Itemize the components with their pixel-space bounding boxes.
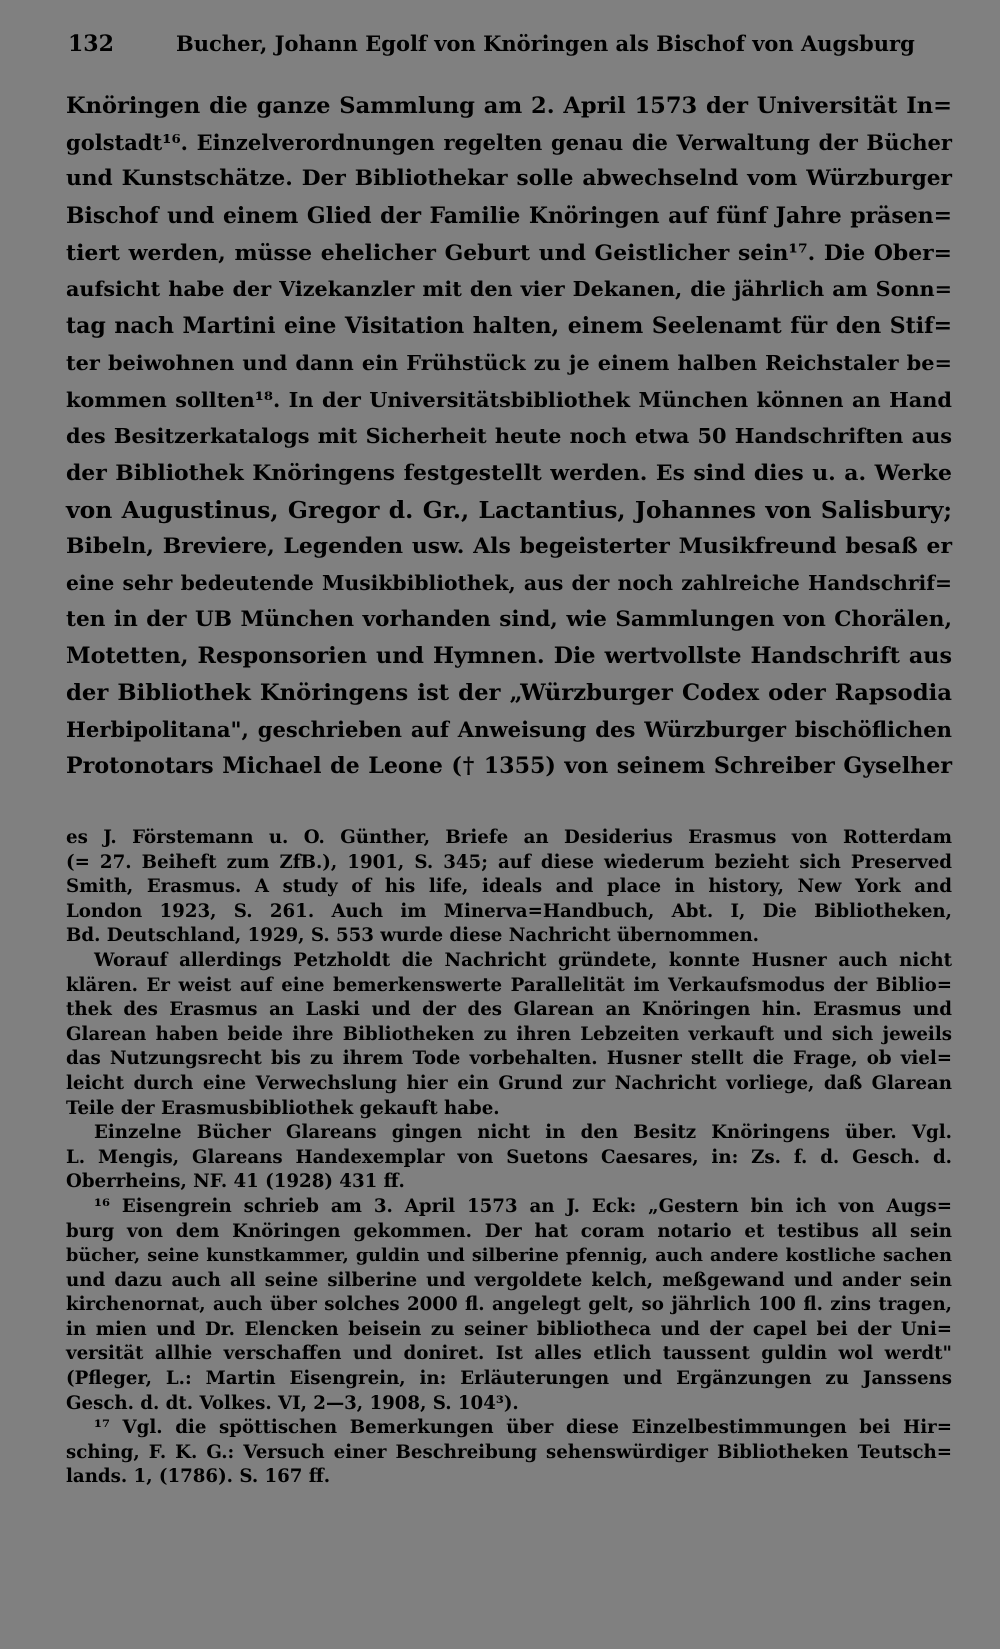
footnote-line: Bd. Deutschland, 1929, S. 553 wurde diese Nachricht übernommen. [66,925,759,947]
text-line: kommen sollten¹⁸. In der Universitätsbibliothek München können an Hand [66,386,952,412]
text-line: der Bibliothek Knöringens festgestellt werden. Es sind dies u. a. Werke [66,459,952,486]
footnote-line: Einzelne Bücher Glareans gingen nicht in den Besitz Knöringens über. Vgl. [94,1122,952,1144]
running-title: Bucher, Johann Egolf von Knöringen als Bischof von Augsburg [176,31,915,56]
footnote-line: Worauf allerdings Petzholdt die Nachricht gründete, konnte Husner auch nicht [94,949,952,971]
text-line: Motetten, Responsorien und Hymnen. Die wertvollste Handschrift aus [66,643,952,670]
footnote-line: sching, F. K. G.: Versuch einer Beschreibung sehenswürdiger Bibliotheken Teutsch= [66,1441,952,1463]
text-line: und Kunstschätze. Der Bibliothekar solle abwechselnd vom Würzburger [66,166,952,192]
footnote-line: Smith, Erasmus. A study of his life, ideals and place in history, New York and [66,876,952,898]
text-line: Bischof und einem Glied der Familie Knöringen auf fünf Jahre präsen= [66,203,952,230]
footnote-line: in mien und Dr. Elencken beisein zu seiner bibliotheca und der capel bei der Uni= [66,1318,952,1340]
text-line: von Augustinus, Gregor d. Gr., Lactantius, Johannes von Salisbury; [66,495,952,524]
footnote-line: und dazu auch all seine silberine und vergoldete kelch, meßgewand und ander sein [66,1269,952,1291]
footnote-line: Oberrheins, NF. 41 (1928) 431 ff. [66,1171,405,1193]
text-line: ter beiwohnen und dann ein Frühstück zu je einem halben Reichstaler be= [66,349,952,375]
footnote-17-line: ¹⁷ Vgl. die spöttischen Bemerkungen über diese Einzelbestimmungen bei Hir= [94,1417,952,1439]
text-line: ten in der UB München vorhanden sind, wie Sammlungen von Chorälen, [66,606,952,632]
text-line: des Besitzerkatalogs mit Sicherheit heute noch etwa 50 Handschriften aus [66,423,952,449]
text-line: eine sehr bedeutende Musikbibliothek, aus der noch zahlreiche Handschrif= [66,570,952,595]
footnote-line: (= 27. Beiheft zum ZfB.), 1901, S. 345; auf diese wiederum bezieht sich Preserved [66,851,952,873]
footnote-line: bücher, seine kunstkammer, guldin und silberine pfennig, auch andere kostliche sachen [66,1245,952,1267]
footnote-line: Glarean haben beide ihre Bibliotheken zu ihren Lebzeiten verkauft und sich jeweils [66,1023,952,1045]
footnote-line: L. Mengis, Glareans Handexemplar von Suetons Caesares, in: Zs. f. d. Gesch. d. [66,1146,952,1168]
footnote-line: thek des Erasmus an Laski und der des Glarean an Knöringen hin. Erasmus und [66,999,952,1021]
text-line: tiert werden, müsse ehelicher Geburt und Geistlicher sein¹⁷. Die Ober= [66,239,952,266]
footnote-16-line: ¹⁶ Eisengrein schrieb am 3. April 1573 an J. Eck: „Gestern bin ich von Augs= [94,1195,952,1217]
footnote-line: das Nutzungsrecht bis zu ihrem Tode vorbehalten. Husner stellt die Frage, ob viel= [66,1048,952,1070]
text-line: Knöringen die ganze Sammlung am 2. April 1573 der Universität In= [66,93,952,119]
footnote-line: burg von dem Knöringen gekommen. Der hat coram notario et testibus all sein [66,1220,952,1242]
main-text-block [66,88,952,785]
text-line: Protonotars Michael de Leone († 1355) von seinem Schreiber Gyselher [66,753,952,780]
footnote-line: es J. Förstemann u. O. Günther, Briefe an Desiderius Erasmus von Rotterdam [66,827,952,848]
footnote-line: klären. Er weist auf eine bemerkenswerte Parallelität im Verkaufsmodus der Biblio= [66,974,952,996]
footnote-line: lands. 1, (1786). S. 167 ff. [66,1466,331,1488]
text-line: der Bibliothek Knöringens ist der „Würzburger Codex oder Rapsodia [66,680,952,706]
text-line: Herbipolitana", geschrieben auf Anweisung des Würzburger bischöflichen [66,716,952,742]
footnote-line: Teile der Erasmusbibliothek gekauft habe. [66,1097,500,1119]
footnote-line: kirchenornat, auch über solches 2000 fl. angelegt gelt, so jährlich 100 fl. zins tragen, [66,1294,952,1316]
text-line: Bibeln, Breviere, Legenden usw. Als begeisterter Musikfreund besaß er [66,533,952,560]
footnote-line: Gesch. d. dt. Volkes. VI, 2—3, 1908, S. 104³). [66,1392,519,1414]
running-head [68,26,952,62]
text-line: aufsicht habe der Vizekanzler mit den vier Dekanen, die jährlich am Sonn= [66,277,952,302]
footnote-line: versität allhie verschaffen und doniret. Ist alles etlich taussent guldin wol werdt" [66,1343,952,1365]
footnote-line: leicht durch eine Verwechslung hier ein Grund zur Nachricht vorliege, daß Glarean [66,1072,952,1094]
page-number: 132 [68,31,114,57]
footnote-line: London 1923, S. 261. Auch im Minerva=Handbuch, Abt. I, Die Bibliotheken, [66,900,952,922]
text-line: golstadt¹⁶. Einzelverordnungen regelten genau die Verwaltung der Bücher [66,129,952,155]
text-line: tag nach Martini eine Visitation halten, einem Seelenamt für den Stif= [66,313,952,340]
footnote-line: (Pfleger, L.: Martin Eisengrein, in: Erläuterungen und Ergänzungen zu Janssens [66,1368,952,1390]
footnotes-block [66,826,952,1490]
